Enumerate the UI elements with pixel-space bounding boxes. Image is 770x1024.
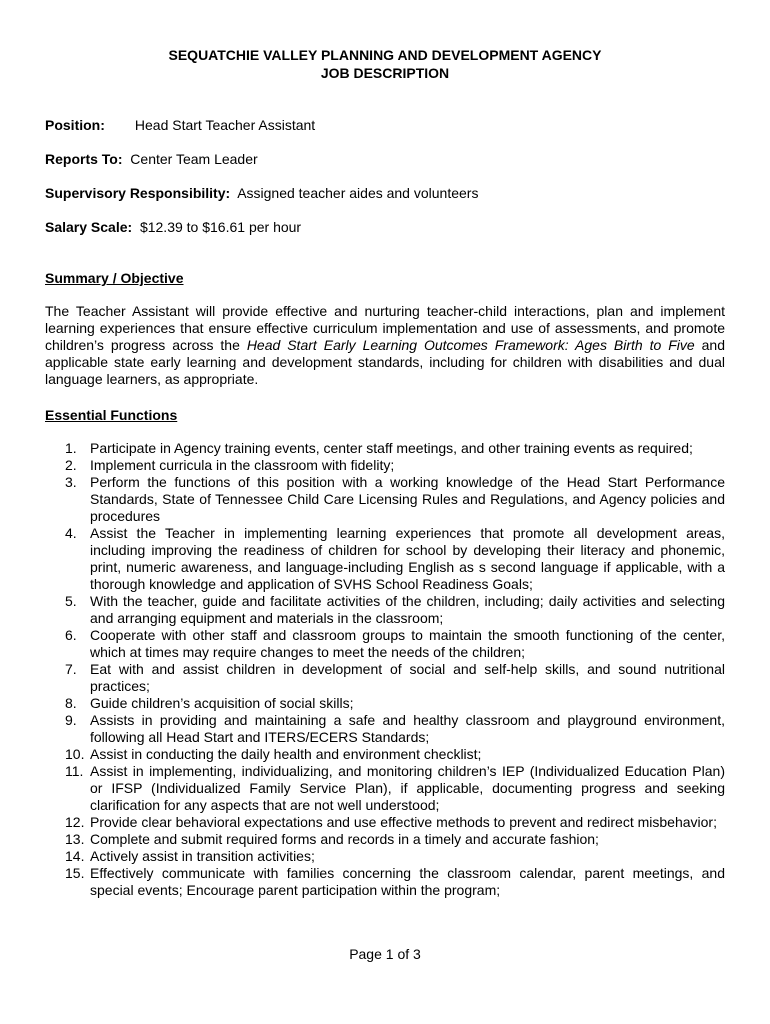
essential-functions-list [45,440,725,899]
document-header [0,46,770,82]
list-item [45,627,725,661]
list-item [45,593,725,627]
item-number: 8. [65,695,77,711]
list-item [45,712,725,746]
list-item [45,848,725,865]
list-item [45,831,725,848]
reports-to-value: Center Team Leader [130,151,258,167]
doc-type: JOB DESCRIPTION [320,65,450,81]
item-text: Guide children’s acquisition of social skills; [90,695,354,711]
item-text: Provide clear behavioral expectations and use effective methods to prevent and redirect misbehavior; [90,814,717,830]
position-field [45,116,315,134]
item-text: With the teacher, guide and facilitate activities of the children, including; daily activities and selecting and arranging equipment and materials in the classroom; [90,593,725,626]
salary-field [45,218,301,236]
reports-to-label: Reports To: [45,151,123,167]
summary-text-before: The Teacher Assistant will provide effective and nurturing teacher-child interactions, plan and implement learning experiences that ensure effective curriculum implementation and use of assessments, and promote children’s progress across the [45,303,725,353]
position-label: Position: [45,117,105,133]
item-number: 2. [65,457,77,473]
item-number: 7. [65,661,77,677]
page-number: Page 1 of 3 [349,946,421,962]
item-text: Cooperate with other staff and classroom groups to maintain the smooth functioning of the center, which at times may require changes to meet the needs of the children; [90,627,725,660]
summary-heading: Summary / Objective [45,270,184,286]
list-item [45,457,725,474]
framework-title: Head Start Early Learning Outcomes Framework: Ages Birth to Five [246,337,695,353]
item-number: 15. [65,865,85,881]
supervisory-field [45,184,478,202]
list-item [45,440,725,457]
list-item [45,661,725,695]
item-number: 14. [65,848,85,864]
item-text: Participate in Agency training events, center staff meetings, and other training events as required; [90,440,693,456]
item-text: Assist in conducting the daily health and environment checklist; [90,746,482,762]
list-item [45,746,725,763]
item-number: 1. [65,440,77,456]
item-number: 4. [65,525,77,541]
item-number: 3. [65,474,77,490]
reports-to-field [45,150,258,168]
list-item [45,814,725,831]
salary-label: Salary Scale: [45,219,133,235]
list-item [45,525,725,593]
position-value: Head Start Teacher Assistant [134,117,316,133]
item-text: Complete and submit required forms and records in a timely and accurate fashion; [90,831,599,847]
item-number: 12. [65,814,85,830]
item-number: 13. [65,831,85,847]
item-text: Eat with and assist children in development of social and self-help skills, and sound nutritional practices; [90,661,725,694]
item-text: Actively assist in transition activities; [90,848,315,864]
item-number: 11. [65,763,84,779]
essential-functions-heading: Essential Functions [45,407,178,423]
item-text: Assist in implementing, individualizing, and monitoring children’s IEP (Individualized Education Plan) or IFSP (Individualized Family Service Plan), if applicable, documenting progress and seeking clarification for any aspects that are not well understood; [90,763,725,813]
item-number: 9. [65,712,77,728]
item-text: Implement curricula in the classroom with fidelity; [90,457,395,473]
list-item [45,763,725,814]
list-item [45,865,725,899]
list-item [45,695,725,712]
list-item [45,474,725,525]
org-name: SEQUATCHIE VALLEY PLANNING AND DEVELOPMENT AGENCY [168,47,602,63]
summary-text-after: and applicable state early learning and development standards, including for children with disabilities and dual language learners, as appropriate. [45,337,726,387]
item-number: 5. [65,593,77,609]
item-text: Perform the functions of this position with a working knowledge of the Head Start Performance Standards, State of Tennessee Child Care Licensing Rules and Regulations, and Agency policies and procedures [90,474,725,524]
supervisory-label: Supervisory Responsibility: [45,185,231,201]
item-text: Assist the Teacher in implementing learning experiences that promote all development areas, including improving the readiness of children for school by developing their literacy and phonemic, print, numeric awareness, and language-including English as s second language if applicable, with a thorough knowledge and application of SVHS School Readiness Goals; [90,525,725,592]
supervisory-value: Assigned teacher aides and volunteers [237,185,479,201]
item-number: 10. [65,746,85,762]
summary-paragraph [45,303,725,388]
item-text: Assists in providing and maintaining a safe and healthy classroom and playground environment, following all Head Start and ITERS/ECERS Standards; [90,712,725,745]
item-number: 6. [65,627,77,643]
item-text: Effectively communicate with families concerning the classroom calendar, parent meetings, and special events; Encourage parent participation within the program; [90,865,725,898]
salary-value: $12.39 to $16.61 per hour [139,219,302,235]
